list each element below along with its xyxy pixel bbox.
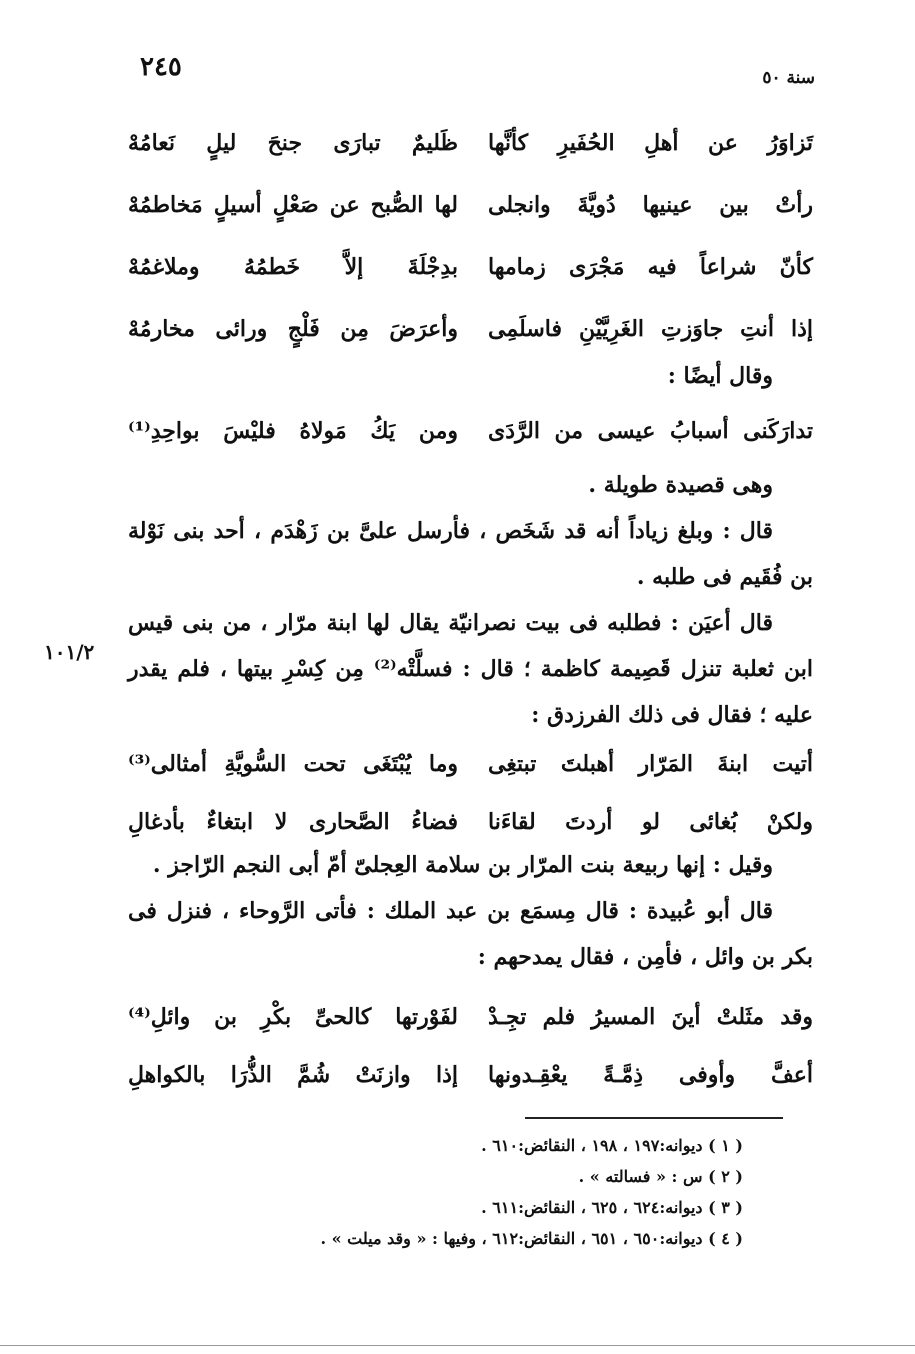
verse-first-hemistich: رأتْ بين عينيها دُويَّةَ وانجلى (488, 192, 813, 218)
prose-paragraph: قال : وبلغ زياداً أنه قد شَخَص ، فأرسل علىَّ بن زَهْدَم ، أحد بنى نَوْلة بن فُقَيم فى طلبه . (128, 518, 813, 590)
footnote: ( ٤ ) ديوانه:٦٥٠ ، ٦٥١ ، النقائض:٦١٢ ، وفيها : « وقد ميلت » . (320, 1229, 743, 1248)
page-edge-line (0, 1345, 915, 1346)
verse-second-hemistich: وأعرَضَ مِن فَلْجٍ ورائى مخارمُهْ (128, 316, 458, 342)
footnote: ( ٢ ) س : « فسالته » . (578, 1167, 743, 1186)
verse (128, 988, 813, 1046)
verse-second-hemistich: ظَليمٌ تبارَى جنحَ ليلٍ نَعامُهْ (128, 130, 458, 156)
verse-second-hemistich: وما يُبْتَغَى تحت السُّويَّةِ أمثالى⁽³⁾ (128, 751, 458, 777)
prose-paragraph: وهى قصيدة طويلة . (588, 472, 773, 498)
verse (128, 174, 813, 236)
footnote-divider (525, 1117, 783, 1119)
footnote: ( ٣ ) ديوانه:٦٢٤ ، ٦٢٥ ، النقائض:٦١١ . (481, 1198, 743, 1217)
intro-line (128, 355, 813, 397)
prose-paragraph: قال أعيَن : فطلبه فى بيت نصرانيّة يقال لها ابنة مرّار ، من بنى قيس ابن ثعلبة تنزل قَصِيمة كاظمة ؛ قال : فسلَّتْه⁽²⁾ مِن كِسْرِ بيتها ، فلم يقدر عليه ؛ فقال فى ذلك الفرزدق : (128, 610, 813, 728)
verse (128, 298, 813, 360)
verse-first-hemistich: وقد مثَلتْ أينَ المسيرُ فلم تجِـدْ (488, 1004, 813, 1030)
footnote: ( ١ ) ديوانه:١٩٧ ، ١٩٨ ، النقائض:٦١٠ . (481, 1136, 743, 1155)
verse-second-hemistich: ومن يَكُ مَولاهُ فليْسَ بواحِدِ⁽¹⁾ (128, 418, 458, 444)
verse (128, 236, 813, 298)
verse-second-hemistich: لفَوْرتها كالحىِّ بكْرِ بن وائلِ⁽⁴⁾ (128, 1004, 458, 1030)
poem-block-4 (128, 988, 813, 1104)
running-head: سنة ٥٠ (762, 68, 815, 88)
intro-text: وقال أيضًا : (667, 363, 773, 389)
poem-block-2 (128, 400, 813, 462)
verse (128, 735, 813, 793)
poem-block-1 (128, 112, 813, 360)
prose-block-1 (128, 462, 813, 738)
prose-paragraph: قال أبو عُبيدة : قال مِسمَع بن عبد الملك : فأتى الرَّوحاء ، فنزل فى بكر بن وائل ، فأمِن ، فقال يمدحهم : (128, 898, 813, 970)
prose-block-2 (128, 842, 813, 980)
verse-second-hemistich: فضاءُ الصَّحارى لا ابتغاءٌ بأدغالِ (128, 809, 458, 835)
verse-first-hemistich: تَزاوَرُ عن أهلِ الحُفَيرِ كأنَّها (488, 130, 813, 156)
verse-first-hemistich: أتيت ابنةَ المَرّار أهبلتَ تبتغِى (488, 751, 813, 777)
poem-block-3 (128, 735, 813, 851)
verse-second-hemistich: إذا وازنَتْ شُمَّ الذُّرَا بالكواهلِ (128, 1062, 458, 1088)
verse (128, 112, 813, 174)
footnotes (223, 1130, 743, 1254)
verse-second-hemistich: لها الصُّبح عن صَعْلٍ أسيلٍ مَخاطمُهْ (128, 192, 458, 218)
prose-paragraph: وقيل : إنها ربيعة بنت المرّار بن سلامة العِجلىّ أمّ أبى النجم الرّاجز . (152, 852, 773, 878)
page-number: ٢٤٥ (140, 52, 182, 82)
verse-first-hemistich: تدارَكَنى أسبابُ عيسى من الرَّدَى (488, 418, 813, 444)
verse (128, 1046, 813, 1104)
verse (128, 400, 813, 462)
verse-first-hemistich: إذا أنتِ جاوَزتِ الغَرِيَّيْنِ فاسلَمِى (488, 316, 813, 342)
verse-second-hemistich: بدِجْلَةَ إلاَّ خَطمُهُ وملاغمُهْ (128, 254, 458, 280)
margin-reference: ١٠١/٢ (44, 640, 95, 664)
verse-first-hemistich: كأنّ شراعاً فيه مَجْرَى زمامها (488, 254, 813, 280)
verse-first-hemistich: ولكنْ بُغائى لو أردتَ لقاءَنا (488, 809, 813, 835)
verse-first-hemistich: أعفَّ وأوفى ذِمَّـةً يعْقِـدونها (488, 1062, 813, 1088)
